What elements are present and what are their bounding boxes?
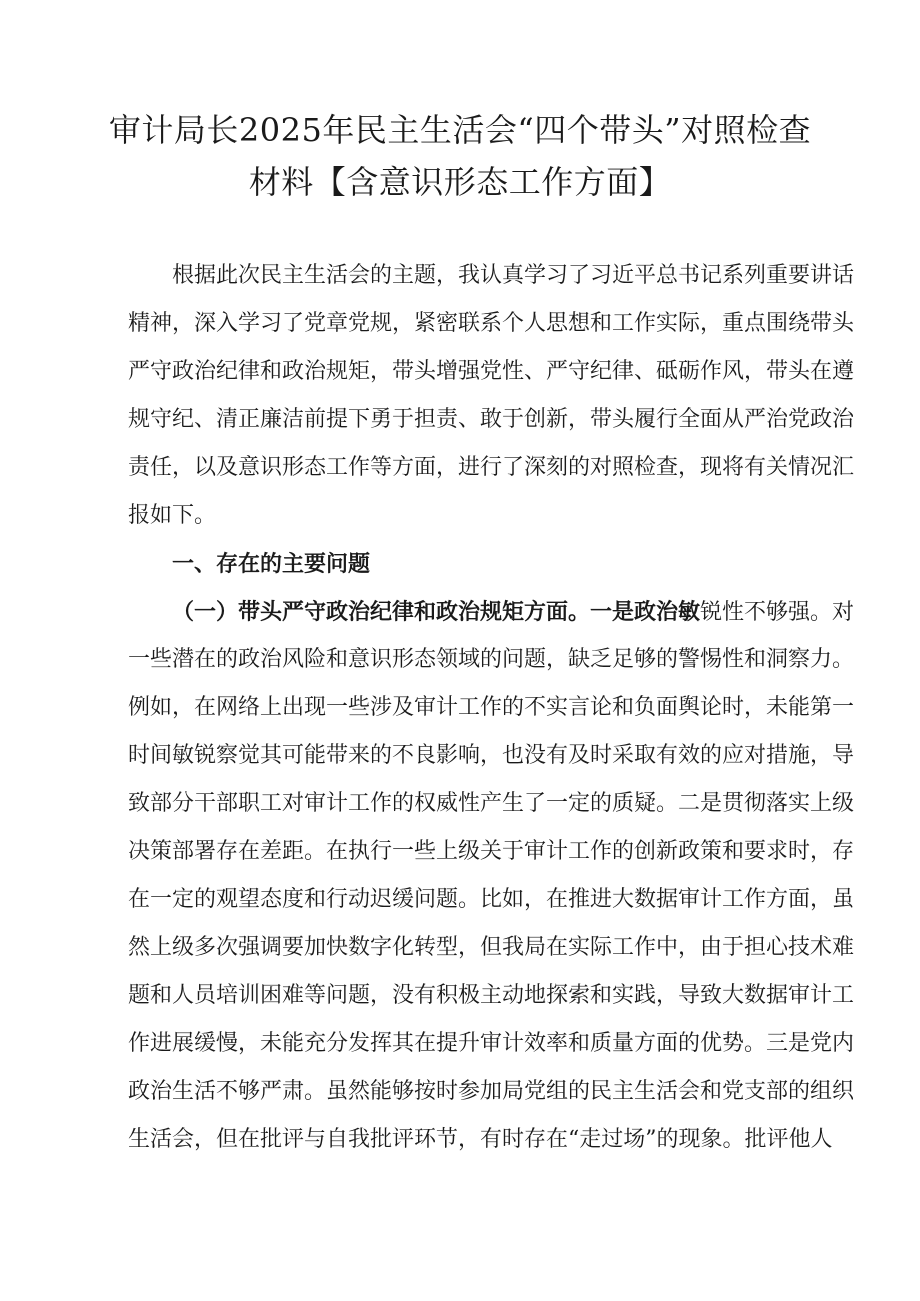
body-line: 一些潜在的政治风险和意识形态领域的问题，缺乏足够的警惕性和洞察力。 — [128, 647, 855, 672]
intro-line: 精神，深入学习了党章党规，紧密联系个人思想和工作实际，重点围绕带头 — [128, 311, 855, 336]
sub-heading-bold: （一）带头严守政治纪律和政治规矩方面。一是政治敏 — [172, 599, 701, 625]
body-line: 时间敏锐察觉其可能带来的不良影响，也没有及时采取有效的应对措施，导 — [128, 743, 855, 768]
intro-line: 责任，以及意识形态工作等方面，进行了深刻的对照检查，现将有关情况汇 — [128, 455, 855, 480]
body-line: 致部分干部职工对审计工作的权威性产生了一定的质疑。二是贯彻落实上级 — [128, 791, 855, 816]
sub-heading-rest: 锐性不够强。对 — [700, 600, 855, 625]
intro-line: 根据此次民主生活会的主题，我认真学习了习近平总书记系列重要讲话 — [172, 263, 855, 288]
intro-line: 规守纪、清正廉洁前提下勇于担责、敢于创新，带头履行全面从严治党政治 — [128, 407, 855, 432]
intro-line: 严守政治纪律和政治规矩，带头增强党性、严守纪律、砥砺作风，带头在遵 — [128, 359, 855, 384]
section-heading: 一、存在的主要问题 — [172, 551, 371, 577]
body-line: 然上级多次强调要加快数字化转型，但我局在实际工作中，由于担心技术难 — [128, 935, 855, 960]
body-line: 题和人员培训困难等问题，没有积极主动地探索和实践，导致大数据审计工 — [128, 983, 855, 1008]
body-line: 生活会，但在批评与自我批评环节，有时存在“走过场”的现象。批评他人 — [128, 1127, 833, 1152]
body-line: 政治生活不够严肃。虽然能够按时参加局党组的民主生活会和党支部的组织 — [128, 1079, 855, 1104]
body-line: 例如，在网络上出现一些涉及审计工作的不实言论和负面舆论时，未能第一 — [128, 695, 855, 720]
body-line: 决策部署存在差距。在执行一些上级关于审计工作的创新政策和要求时，存 — [128, 839, 855, 864]
document-title-line-2: 材料【含意识形态工作方面】 — [248, 163, 672, 201]
body-line: 在一定的观望态度和行动迟缓问题。比如，在推进大数据审计工作方面，虽 — [128, 887, 855, 912]
body-line: 作进展缓慢，未能充分发挥其在提升审计效率和质量方面的优势。三是党内 — [128, 1031, 855, 1056]
sub-heading-line — [172, 594, 855, 630]
intro-line: 报如下。 — [128, 503, 217, 528]
document-title-line-1: 审计局长2025年民主生活会“四个带头”对照检查 — [108, 111, 812, 149]
